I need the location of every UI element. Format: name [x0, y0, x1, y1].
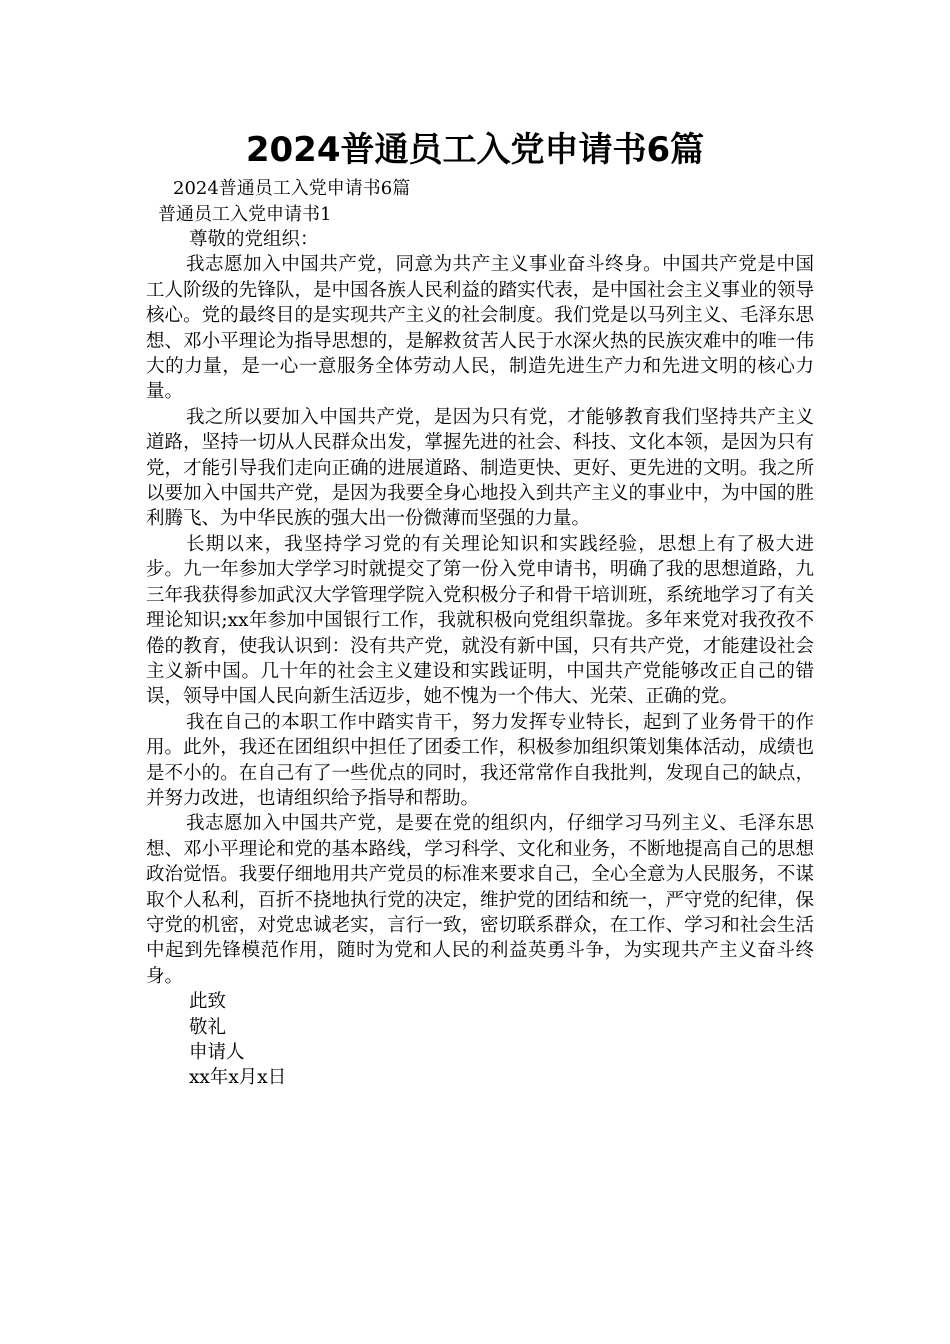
closing-line-2: 敬礼 — [189, 1016, 227, 1038]
paragraph: 我之所以要加入中国共产党，是因为只有党，才能够教育我们坚持共产主义道路，坚持一切从人民群众出发，掌握先进的社会、科技、文化本领，是因为只有党，才能引导我们走向正确的进展道路、制造更快、更好、更先进的文明。我之所以要加入中国共产党，是因为我要全身心地投入到共产主义的事业中，为中国的胜利腾飞、为中华民族的强大出一份微薄而坚强的力量。 — [146, 406, 814, 530]
paragraph: 我志愿加入中国共产党，同意为共产主义事业奋斗终身。中国共产党是中国工人阶级的先锋队，是中国各族人民利益的踏实代表，是中国社会主义事业的领导核心。党的最终目的是实现共产主义的社会制度。我们党是以马列主义、毛泽东思想、邓小平理论为指导思想的，是解救贫苦人民于水深火热的民族灾难中的唯一伟大的力量，是一心一意服务全体劳动人民，制造先进生产力和先进文明的核心力量。 — [146, 254, 814, 403]
salutation: 尊敬的党组织： — [189, 229, 319, 250]
letter-body — [146, 227, 814, 1091]
paragraph: 我志愿加入中国共产党，是要在党的组织内，仔细学习马列主义、毛泽东思想、邓小平理论和党的基本路线，学习科学、文化和业务，不断地提高自己的思想政治觉悟。我要仔细地用共产党员的标准来要求自己，全心全意为人民服务，不谋取个人私利，百折不挠地执行党的决定，维护党的团结和统一，严守党的纪律，保守党的机密，对党忠诚老实，言行一致，密切联系群众，在工作、学习和社会生活中起到先锋模范作用，随时为党和人民的利益英勇斗争，为实现共产主义奋斗终身。 — [146, 813, 814, 987]
date-line: xx年x月x日 — [189, 1067, 287, 1089]
closing-line-1: 此致 — [189, 991, 227, 1013]
paragraph: 我在自己的本职工作中踏实肯干，努力发挥专业特长，起到了业务骨干的作用。此外，我还在团组织中担任了团委工作，积极参加组织策划集体活动，成绩也是不小的。在自己有了一些优点的同时，我还常常作自我批判，发现自己的缺点，并努力改进，也请组织给予指导和帮助。 — [146, 711, 814, 809]
document-subtitle: 2024普通员工入党申请书6篇 — [173, 178, 411, 199]
signature-label: 申请人 — [189, 1042, 245, 1063]
page-title: 2024普通员工入党申请书6篇 — [245, 130, 705, 170]
paragraph: 长期以来，我坚持学习党的有关理论知识和实践经验，思想上有了极大进步。九一年参加大学学习时就提交了第一份入党申请书，明确了我的思想道路，九三年我获得参加武汉大学管理学院入党积极分子和骨干培训班，系统地学习了有关理论知识;xx年参加中国银行工作，我就积极向党组织靠拢。多年来党对我孜孜不倦的教育，使我认识到：没有共产党，就没有新中国，只有共产党，才能建设社会主义新中国。几十年的社会主义建设和实践证明，中国共产党能够改正自己的错误，领导中国人民向新生活迈步，她不愧为一个伟大、光荣、正确的党。 — [146, 533, 814, 708]
section-title: 普通员工入党申请书1 — [158, 204, 332, 225]
